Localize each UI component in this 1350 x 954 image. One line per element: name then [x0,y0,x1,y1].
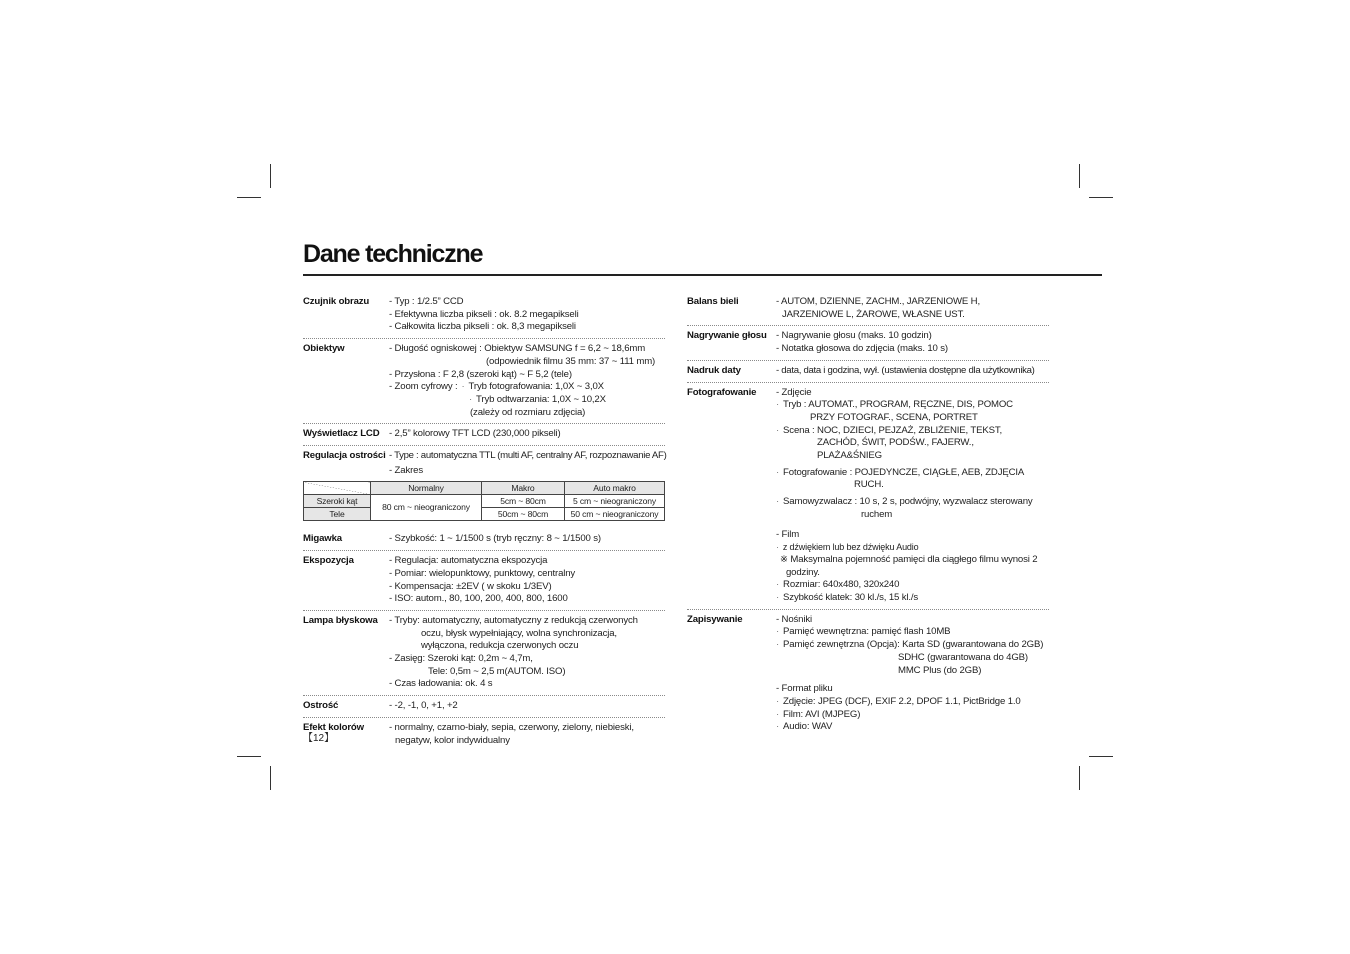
spec-note: ※ Maksymalna pojemność pamięci dla ciągłego filmu wynosi 2 [780,553,1038,565]
spec-label: Obiektyw [303,343,345,355]
spec-line: - Pomiar: wielopunktowy, punktowy, centralny [389,567,576,579]
spec-line: Samowyzwalacz : 10 s, 2 s, podwójny, wyzwalacz sterowany [783,496,1033,508]
bullet-icon: · [776,579,780,591]
spec-line: - Nagrywanie głosu (maks. 10 godzin) [776,330,932,342]
spec-lcd [303,428,665,446]
table-cell: 50cm ~ 80cm [482,508,565,521]
table-cell: 5cm ~ 80cm [482,495,565,508]
spec-line: - Zoom cyfrowy : [389,381,458,393]
table-cell: 80 cm ~ nieograniczony [371,495,482,521]
bullet-icon: · [776,626,780,638]
spec-line: ZACHÓD, ŚWIT, PODŚW., FAJERW., [817,437,974,449]
left-column [303,296,665,755]
spec-color-effect [303,722,665,751]
spec-focus [303,450,665,521]
spec-line: - Czas ładowania: ok. 4 s [389,678,493,690]
spec-line: - -2, -1, 0, +1, +2 [389,700,458,712]
spec-label: Nagrywanie głosu [687,330,767,342]
page-title: Dane techniczne [303,240,483,268]
spec-line: z dźwiękiem lub bez dźwięku Audio [782,542,919,553]
spec-line: - Film [776,528,800,540]
spec-line: - Zdjęcie [776,386,812,398]
focus-range-table [303,481,665,521]
spec-sensor [303,296,665,339]
spec-line: - Regulacja: automatyczna ekspozycja [389,555,548,567]
spec-label: Nadruk daty [687,364,741,376]
bullet-icon: · [776,496,780,508]
table-header: Normalny [371,482,482,495]
spec-label: Czujnik obrazu [303,296,370,307]
spec-line: (odpowiednik filmu 35 mm: 37 ~ 111 mm) [486,355,656,367]
bullet-icon: · [776,639,780,651]
spec-line: Tryb fotografowania: 1,0X ~ 3,0X [468,381,604,393]
spec-flash [303,615,665,696]
spec-voice [687,330,1049,360]
spec-line: - Całkowita liczba pikseli : ok. 8,3 megapikseli [389,321,576,333]
spec-line: - Przysłona : F 2,8 (szeroki kąt) ~ F 5,2 (tele) [389,368,572,380]
crop-mark [237,756,261,757]
spec-line: Film: AVI (MJPEG) [783,708,861,720]
spec-line: (zależy od rozmiaru zdjęcia) [470,406,586,418]
spec-line: - Notatka głosowa do zdjęcia (maks. 10 s) [776,343,948,355]
spec-label: Zapisywanie [687,613,743,625]
table-corner [304,482,371,495]
crop-mark [1079,164,1080,188]
bullet-icon: · [776,424,780,436]
spec-line: PLAŻA&ŚNIEG [817,450,882,462]
bullet-icon: · [776,721,780,733]
spec-label: Regulacja ostrości [303,450,386,462]
crop-mark [1089,756,1113,757]
spec-label: Ostrość [303,700,339,712]
spec-line: - normalny, czarno-biały, sepia, czerwony, zielony, niebieski, [389,721,634,733]
bullet-icon: · [776,466,780,478]
crop-mark [270,164,271,188]
page-number: 【12】 [303,733,335,744]
spec-line: SDHC (gwarantowana do 4GB) [898,651,1028,663]
spec-line: - Długość ogniskowej : Obiektyw SAMSUNG f = 6,2 ~ 18,6mm [389,343,646,355]
bullet-icon: · [776,695,780,707]
table-cell: 5 cm ~ nieograniczony [565,495,665,508]
bullet-icon: · [461,381,465,393]
spec-label: Lampa błyskowa [303,614,378,626]
spec-line: PRZY FOTOGRAF., SCENA, PORTRET [810,411,978,423]
spec-label: Ekspozycja [303,555,354,567]
crop-mark [237,197,261,198]
spec-line: Pamięć wewnętrzna: pamięć flash 10MB [783,626,951,638]
title-rule [303,274,1102,276]
spec-sharpness [303,700,665,718]
spec-date [687,365,1049,383]
spec-line: RUCH. [854,479,884,491]
spec-label: Efekt kolorów [303,721,364,733]
spec-line: wyłączona, redukcja czerwonych oczu [421,640,579,652]
spec-line: Pamięć zewnętrzna (Opcja): Karta SD (gwarantowana do 2GB) [783,639,1044,651]
spec-label: Balans bieli [687,296,739,307]
spec-line: Tele: 0,5m ~ 2,5 m(AUTOM. ISO) [428,665,566,677]
spec-note: godziny. [786,566,820,578]
bullet-icon: · [776,592,780,604]
bullet-icon: · [776,708,780,720]
spec-line: Audio: WAV [783,721,833,733]
spec-line: oczu, błysk wypełniający, wolna synchronizacja, [421,627,617,639]
spec-line: - Zasięg: Szeroki kąt: 0,2m ~ 4,7m, [389,653,533,665]
spec-line: - Szybkość: 1 ~ 1/1500 s (tryb ręczny: 8 ~ 1/1500 s) [389,533,601,545]
bullet-icon: · [776,542,779,553]
spec-line: - Tryby: automatyczny, automatyczny z redukcją czerwonych [389,614,638,626]
spec-white-balance [687,296,1049,326]
right-column [687,296,1049,742]
spec-line: - ISO: autom., 80, 100, 200, 400, 800, 1600 [389,593,568,605]
spec-line: negatyw, kolor indywidualny [395,734,510,746]
spec-line: MMC Plus (do 2GB) [898,664,982,676]
spec-line: - Kompensacja: ±2EV ( w skoku 1/3EV) [389,580,552,592]
crop-mark [1089,197,1113,198]
bullet-icon: · [776,399,780,411]
spec-line: - Format pliku [776,683,833,695]
spec-line: JARZENIOWE L, ŻAROWE, WŁASNE UST. [782,308,965,320]
spec-line: - Typ : 1/2.5” CCD [389,296,464,307]
spec-label: Fotografowanie [687,386,757,398]
spec-storage [687,614,1049,738]
spec-lens [303,343,665,424]
crop-mark [1079,766,1080,790]
spec-line: Szybkość klatek: 30 kl./s, 15 kl./s [783,592,919,604]
spec-shutter [303,533,665,551]
spec-line: - AUTOM, DZIENNE, ZACHM., JARZENIOWE H, [776,296,980,307]
spec-line: Zdjęcie: JPEG (DCF), EXIF 2.2, DPOF 1.1, PictBridge 1.0 [783,695,1021,707]
spec-line: ruchem [861,508,893,520]
table-cell: 50 cm ~ nieograniczony [565,508,665,521]
table-row-label: Tele [304,508,371,521]
spec-line: - data, data i godzina, wył. (ustawienia dostępne dla użytkownika) [776,364,1035,376]
table-row-label: Szeroki kąt [304,495,371,508]
spec-line: Fotografowanie : POJEDYNCZE, CIĄGŁE, AEB, ZDJĘCIA [783,466,1025,478]
spec-label: Migawka [303,533,342,545]
table-header: Makro [482,482,565,495]
spec-label: Wyświetlacz LCD [303,428,380,440]
spec-line: Scena : NOC, DZIECI, PEJZAŻ, ZBLIŻENIE, TEKST, [783,424,1003,436]
spec-line: - Efektywna liczba pikseli : ok. 8.2 megapikseli [389,308,579,320]
spec-line: Rozmiar: 640x480, 320x240 [783,579,900,591]
zoom-row [389,381,665,394]
spec-line: Tryb : AUTOMAT., PROGRAM, RĘCZNE, DIS, POMOC [783,399,1013,411]
spec-exposure [303,555,665,611]
spec-shooting [687,387,1049,610]
spec-line: - Nośniki [776,613,812,625]
spec-line: - Zakres [389,464,423,476]
spec-line: - 2,5” kolorowy TFT LCD (230,000 pikseli) [389,428,561,440]
crop-mark [270,766,271,790]
spec-line: - Type : automatyczna TTL (multi AF, centralny AF, rozpoznawanie AF) [389,450,667,462]
spec-line: Tryb odtwarzania: 1,0X ~ 10,2X [476,393,606,405]
bullet-icon: · [469,393,473,405]
table-header: Auto makro [565,482,665,495]
